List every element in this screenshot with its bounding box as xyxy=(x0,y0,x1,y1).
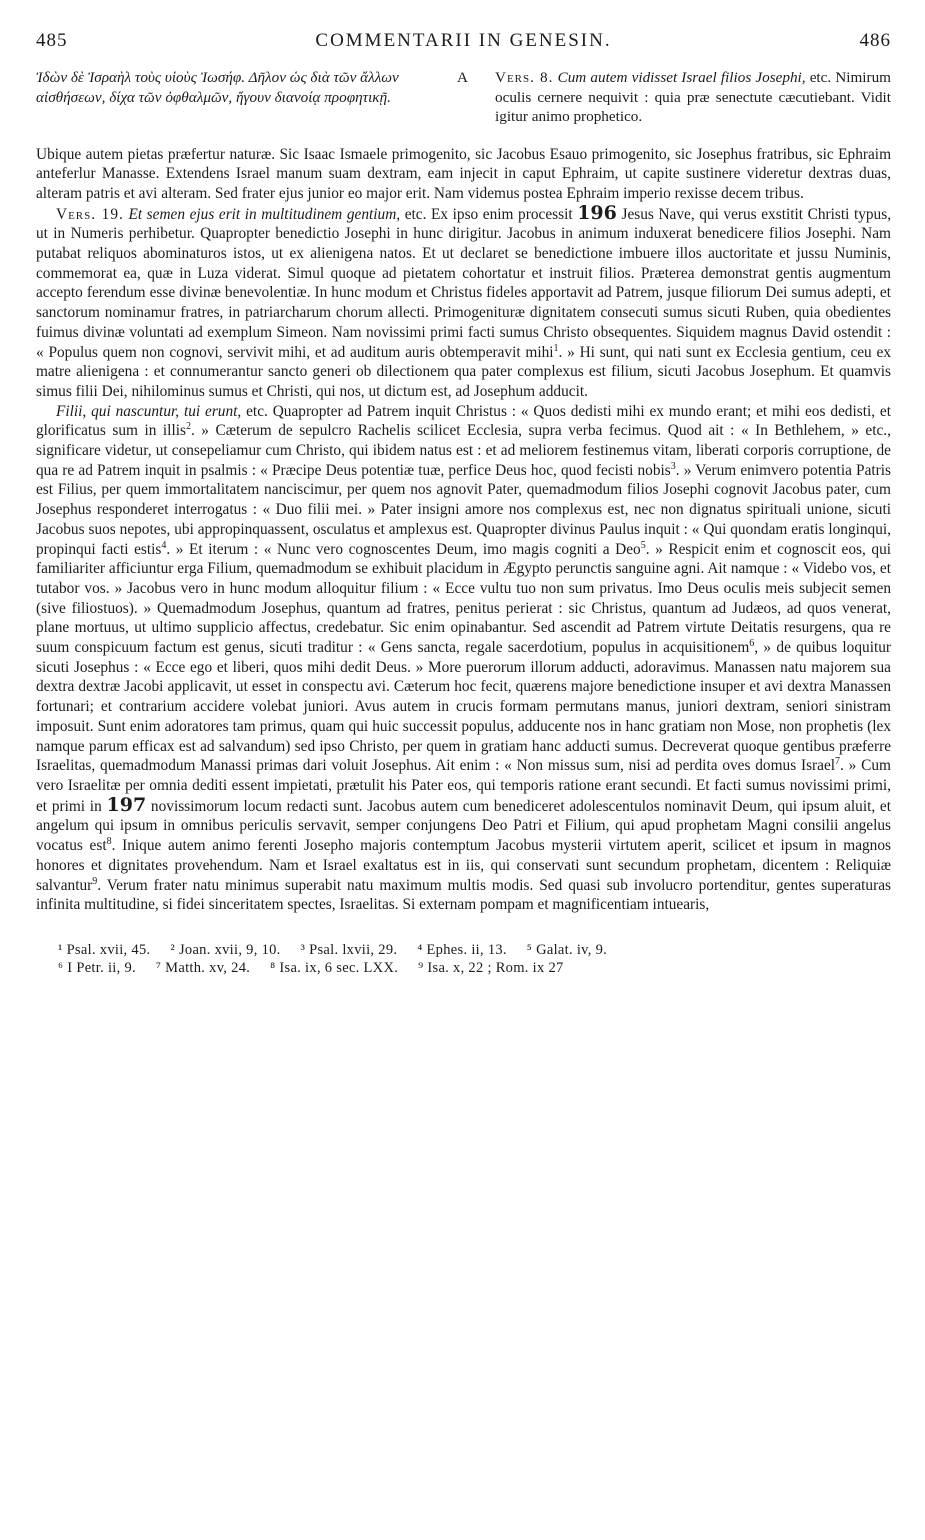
footnote-ref: 9 xyxy=(92,875,98,887)
footnote-ref: 5 xyxy=(640,539,646,551)
paragraph-3-text-c: . » Verum enimvero potentia Patris est Filius, per quem immortalitatem nanciscimur, per quem nos agnovit Pater, quemadmodum filios Josephi cognovit Jacobus pater, cum Josephus responderet interrogatus : « Duo filii mei. » Pater insigni amore nos complexus est, nec non dignatus spirituali unione, sicuti Jacobus suos nepotes, ubi appropinquassent, osculatus et amplexus est. Quapropter divinus Paulus inquit : « Qui quondam eratis longinqui, propinqui facti estis xyxy=(36,461,892,558)
latin-column xyxy=(495,68,891,127)
footnote-ref: 4 xyxy=(161,539,167,551)
paragraph-1: Ubique autem pietas præfertur naturæ. Sic Isaac Ismaele primogenito, sic Jacobus Esauo primogenito, sic Josephus fratribus, sic Ephraim anteferlur Manasse. Extendens Israel manum suam dextram, eam injecit in caput Ephraim, ut capite sustinere videretur dextras duas, alteram patris et avi alteram. Sed frater ejus junior eo major erit. Nam videmus postea Ephraim imperio rexisse decem tribus. xyxy=(36,145,891,202)
footnote-ref: 6 xyxy=(749,637,755,649)
greek-column xyxy=(36,68,468,127)
verse-label: Vers. 8. xyxy=(495,69,554,86)
paragraph-2-text-c: . » Hi sunt, qui nati sunt ex Ecclesia gentium, ceu ex matre alienigena : et connumerantur sancto generi ob dilectionem qua pater complexus est filium, sicuti Jacobus Josephum. Et quamvis simus filii Dei, nihilominus sumus et Christi, qui nos, ut dictum est, ad Josephum adducit. xyxy=(36,343,891,400)
column-number-marker: 196 xyxy=(577,201,617,224)
verse-lemma: Cum autem vidisset Israel filios Josephi, xyxy=(557,69,806,86)
footnote-7: ⁷ Matth. xv, 24. xyxy=(155,959,251,976)
column-marker: A xyxy=(457,69,468,86)
paragraph-3-text-h: novissimorum locum redacti sunt. Jacobus autem cum benediceret adolescentulos nominavit Deum, qui ipsum aluit, et angelum qui ipsum in omnibus periculis servavit, semper conjungens Deo Patri et Filium, qui apud prophetam Magni consilii angelus vocatus est xyxy=(36,797,891,855)
verse-lemma-19: Et semen ejus erit in multitudinem gentium, xyxy=(128,205,401,223)
running-header xyxy=(36,30,891,60)
greek-text: Ἰδὼν δὲ Ἰσραὴλ τοὺς υἱοὺς Ἰωσήφ. Δῆλον ὡς διὰ τῶν ἄλλων αἰσθήσεων, δίχα τῶν ὀφθαλμῶν, ἤγουν διανοίᾳ προφητικῇ. xyxy=(36,69,399,106)
lemma-filii: Filii, qui nascuntur, tui erunt, xyxy=(56,402,242,420)
footnote-3: ³ Psal. lxvii, 29. xyxy=(300,941,398,958)
latin-text: etc. Nimirum oculis cernere nequivit : quia præ senectute cæcutiebant. Vidit igitur animo prophetico. xyxy=(495,69,891,125)
page-number-left: 485 xyxy=(36,30,68,51)
paragraph-3-text-g: . » Cum vero Israelitæ per omnia dediti essent impietati, prætulit his Pater eos, qui temporis ratione erant secundi. Et facti sumus novissimi primi, et primi in xyxy=(36,757,891,815)
paragraph-3 xyxy=(36,402,891,915)
footnotes xyxy=(36,941,891,977)
paragraph-3-text-i: . Inique autem animo ferenti Josepho majoris contemptum Jacobus mysterii virtutem aperit, scilicet et ipsum in magnos honores et dignitates provehendum. Nam et Israel exaltatus est in iis, qui conservati sunt secundum prophetam, dicentem : Reliquiæ salvantur xyxy=(36,837,891,894)
parallel-columns xyxy=(36,68,891,127)
footnote-ref: 1 xyxy=(553,342,559,354)
footnote-1: ¹ Psal. xvii, 45. xyxy=(58,941,151,958)
paragraph-3-text-j: . Verum frater natu minimus superabit natu maximum multis modis. Sed quasi sub involucro portenditur, gentes superaturas infinita multitudine, si fidei sinceritatem spectes, Israelitas. Si externam pompam et magnificentiam intuearis, xyxy=(36,876,891,914)
verse-label-19: Vers. 19. xyxy=(56,205,124,223)
footnote-6: ⁶ I Petr. ii, 9. xyxy=(58,959,136,976)
commentary-body xyxy=(36,145,891,915)
footnote-ref: 3 xyxy=(670,460,676,472)
paragraph-3-text-f: , » de quibus loquitur sicuti Josephus : « Ecce ego et liberi, quos mihi dedit Deus. » More puerorum illorum adducti, adoravimus. Manassen natu majorem sua dextra dextræ Jacobi applicavit, ut esset in conspectu avi. Cæterum hoc fecit, quærens majore benedictione insuper et avi dextra Manassen fortunari; et contrarium accidere volebat juniori. Avus autem in crucis formam permutans manus, juniori dextram, seniori sinistram imposuit. Sunt enim adoratores tam primus, quam qui huic successit populus, adducente nos in hanc gratiam non Mose, non prophetis (lex namque parum efficax est ad salvandum) sed ipso Christo, per quem in gratiam hanc adducti sumus. Decreverat quoque gentibus præferre Israelitas, quemadmodum Manassi primas dari voluit Josephus. Ait enim : « Non missus sum, nisi ad perdita oves domus Israel xyxy=(36,639,891,775)
running-title: COMMENTARII IN GENESIN. xyxy=(315,30,612,51)
column-number-marker: 197 xyxy=(106,793,147,816)
footnote-4: ⁴ Ephes. ii, 13. xyxy=(417,941,507,958)
footnote-ref: 2 xyxy=(185,421,191,433)
footnote-2: ² Joan. xvii, 9, 10. xyxy=(170,941,281,958)
paragraph-3-text-d: . » Et iterum : « Nunc vero cognoscentes Deum, imo magis cogniti a Deo xyxy=(166,540,641,558)
paragraph-3-text-a: etc. Quapropter ad Patrem inquit Christus : « Quos dedisti mihi ex mundo erant; et mihi eos dedisti, et glorificatus sum in illis xyxy=(36,402,891,440)
paragraph-2-text-b: Jesus Nave, qui verus exstitit Christi typus, ut in Numeris perhibetur. Quapropter benedictio Josephi in hunc dirigitur. Jacobus in animum induxerat benedicere filios Josephi. Nam putabat reliquos abominaturos istos, ut ex alienigena natos. Et ut declaret se benedictione imbuere illos auctoritate et jussu Numinis, commemorat ea, quæ in Luza viderat. Simul quoque ad pietatem cohortatur et instruit filios. Præterea demonstrat gentis augmentum accepto ferendum esse divinæ benevolentiæ. In hunc modum et Christus fideles apportavit ad Patrem, jusque filiorum Dei sumus adepti, et sanctorum nominamur fratres, in patriarcharum chorum allecti. Primogenituræ dignitatem consecuti sumus sicuti Ruben, quia obedientes fuimus divinæ voluntati ad exemplum Simeon. Nam novissimi primi facti sumus Christo obsequentes. Siquidem magnus David ostendit : « Populus quem non cognovi, servivit mihi, et ad auditum auris obtemperavit mihi xyxy=(36,205,892,361)
paragraph-3-text-b: . » Cæterum de sepulcro Rachelis scilicet Ecclesia, supra verba fecimus. Quod ait : « In Bethlehem, » etc., significare videtur, ut consepeliamur cum Christo, qui ibidem natus est : et ad meliorem festinemus vitam, liberati corporis corruptione, de qua re ad Patrem inquit in psalmis : « Præcipe Deus potentiæ tuæ, perfice Deus hoc, quod fecisti nobis xyxy=(36,422,891,479)
paragraph-3-text-e: . » Respicit enim et cognoscit eos, qui familiariter afficiuntur erga Filium, quemadmodum se exhibuit placidum in Ægypto perunctis sanguine agni. Ait namque : « Videbo vos, et tutabor vos. » Jacobus vero in hunc modum alloquitur filium : « Ecce vultu tuo non sum privatus. Imo Deus oculis meis subjecit semen (sive filiostuos). » Quemadmodum Josephus, quantum ad fratres, penitus perierat : sic Christus, quantum ad Judæos, ad quos venerat, plane mortuus, ut ultimo supplicio affectus, credebatur. Sic enim opinabantur. Sed ascendit ad Patrem virtute Deitatis resurgens, qua re suum conspicuum factum est genus, sicuti traditur : « Gens sancta, regale sacerdotium, populus in acquisitionem xyxy=(36,540,892,657)
paragraph-2-text-a: etc. Ex ipso enim processit xyxy=(404,205,573,223)
footnote-ref: 7 xyxy=(835,756,841,768)
page-number-right: 486 xyxy=(859,30,891,51)
footnote-9: ⁹ Isa. x, 22 ; Rom. ix 27 xyxy=(418,959,564,976)
footnote-line-1 xyxy=(58,941,891,959)
paragraph-2 xyxy=(36,201,892,402)
footnote-line-2 xyxy=(58,959,891,977)
footnote-ref: 8 xyxy=(106,836,112,847)
footnote-5: ⁵ Galat. iv, 9. xyxy=(526,941,608,958)
footnote-8: ⁸ Isa. ix, 6 sec. LXX. xyxy=(270,959,399,976)
